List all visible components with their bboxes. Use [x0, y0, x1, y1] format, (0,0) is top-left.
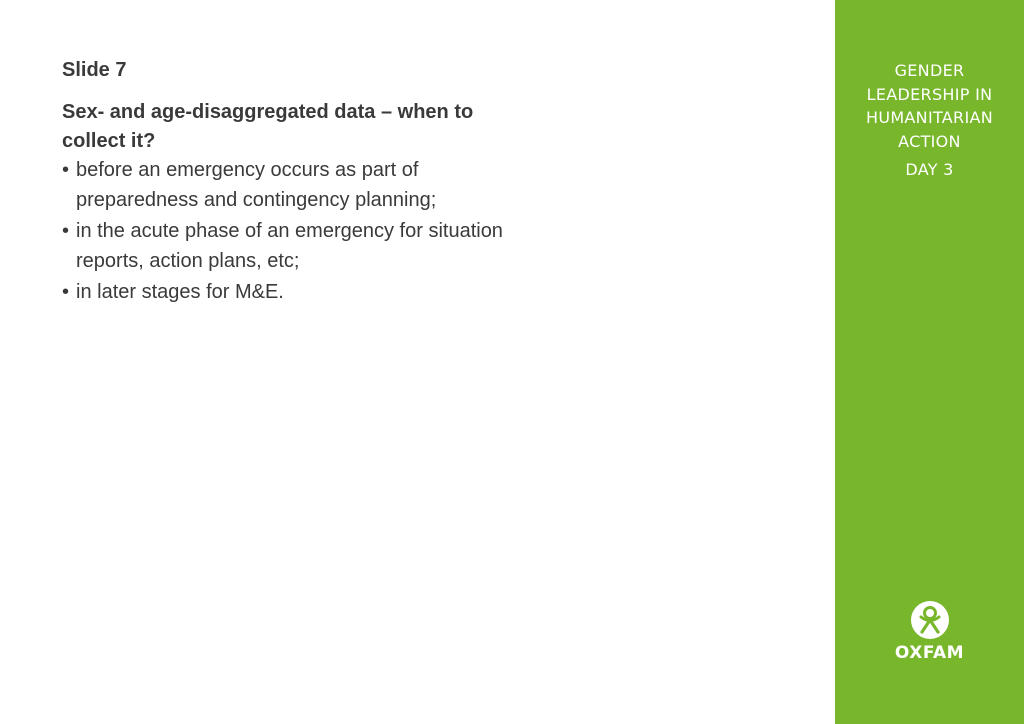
- bullet-marker: •: [62, 159, 70, 181]
- heading-line: collect it?: [62, 130, 156, 152]
- bullet-item: [62, 217, 582, 276]
- bullet-marker: •: [62, 281, 70, 303]
- course-title: [835, 59, 1024, 153]
- slide-number: Slide 7: [62, 59, 127, 81]
- bullet-list: [62, 156, 582, 308]
- heading-line: Sex- and age-disaggregated data – when to: [62, 101, 474, 123]
- course-title-line: HUMANITARIAN: [865, 108, 993, 127]
- oxfam-wordmark: OXFAM: [894, 643, 965, 663]
- course-title-line: ACTION: [898, 131, 961, 151]
- bullet-text: in the acute phase of an emergency for situation: [76, 220, 503, 242]
- bullet-text: reports, action plans, etc;: [76, 249, 300, 272]
- bullet-item: [62, 278, 582, 308]
- course-title-line: LEADERSHIP IN: [866, 84, 993, 104]
- slide-content: [62, 58, 582, 308]
- oxfam-figure-icon: [910, 600, 950, 640]
- bullet-text: in later stages for M&E.: [76, 281, 284, 303]
- slide-heading: [62, 98, 582, 156]
- day-label: DAY 3: [905, 160, 954, 179]
- bullet-text: preparedness and contingency planning;: [76, 188, 437, 211]
- bullet-text: before an emergency occurs as part of: [76, 159, 419, 181]
- course-title-line: GENDER: [894, 61, 965, 80]
- sidebar-panel: [835, 0, 1024, 724]
- oxfam-logo: [835, 600, 1024, 663]
- bullet-item: [62, 156, 582, 215]
- bullet-marker: •: [62, 220, 70, 242]
